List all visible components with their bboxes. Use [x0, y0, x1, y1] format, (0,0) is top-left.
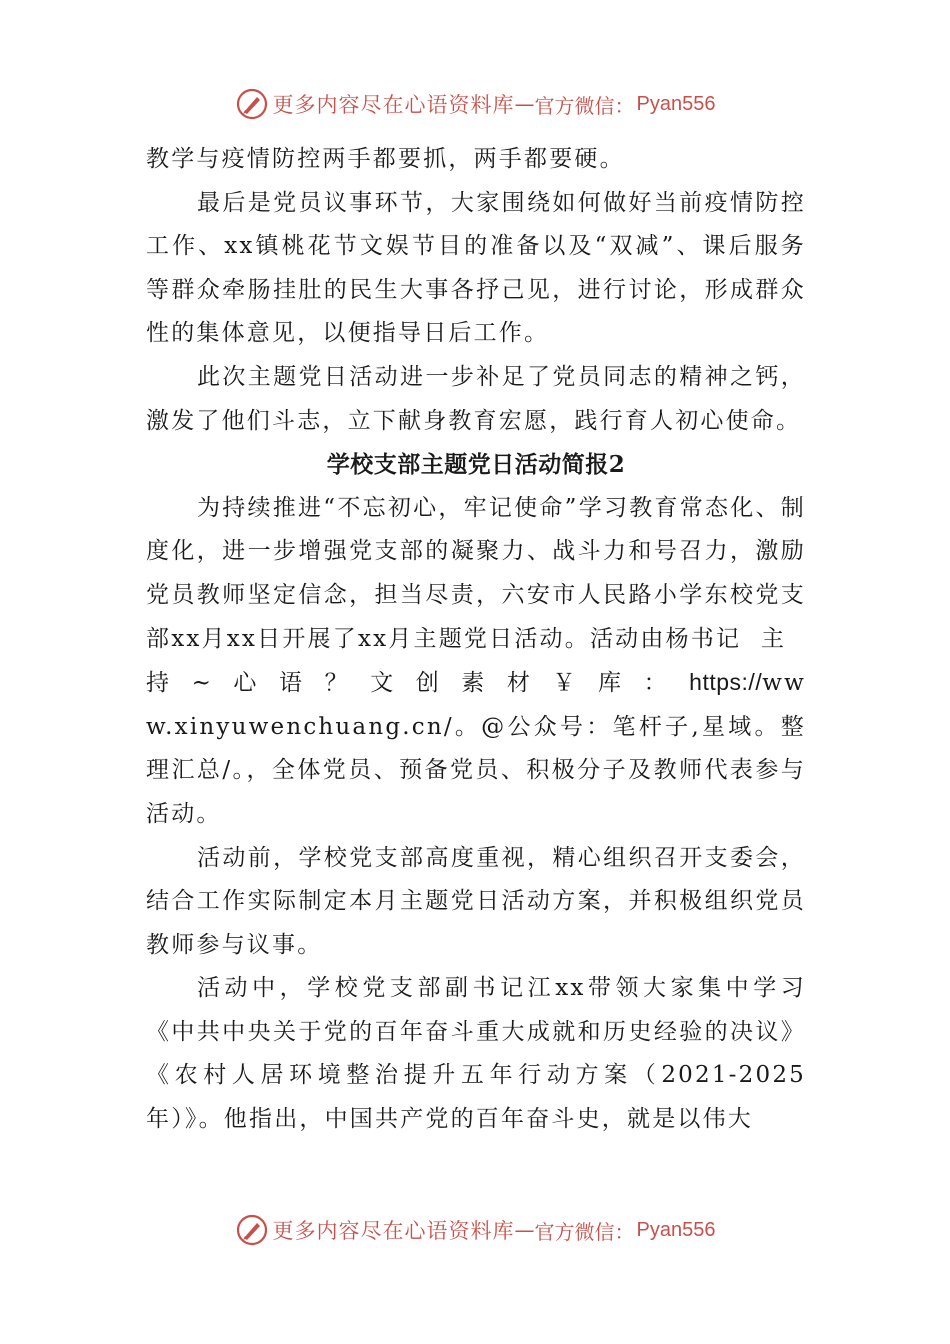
banner-wechat-label: 官方微信：: [534, 1219, 635, 1244]
paragraph-intro-tail: www.xinyuwenchuang.cn/。@公众号：笔杆子,星域。整理汇总/。，全体党员、预备党员、积极分子及教师代表参与活动。: [146, 670, 806, 827]
banner-wechat-label: 官方微信：: [534, 93, 635, 118]
document-body: [146, 138, 806, 1142]
pen-logo-icon: [235, 87, 269, 121]
section-title: 学校支部主题党日活动简报2: [326, 451, 626, 479]
banner-text: 更多内容尽在心语资料库: [272, 93, 515, 117]
paragraph-party-discussion: 最后是党员议事环节，大家围绕如何做好当前疫情防控工作、xx镇桃花节文娱节目的准备以及“双减”、课后服务等群众牵肠挂肚的民生大事各抒己见，进行讨论，形成群众性的集体意见，以便指导日后工作。: [146, 189, 806, 347]
paragraph-continued: 教学与疫情防控两手都要抓，两手都要硬。: [146, 146, 625, 172]
pen-logo-icon: [235, 1213, 269, 1247]
banner-dash: —: [514, 1218, 535, 1242]
paragraph-intro: [146, 487, 806, 837]
paragraph-before-activity: 活动前，学校党支部高度重视，精心组织召开支委会，结合工作实际制定本月主题党日活动方案，并积极组织党员教师参与议事。: [146, 844, 806, 958]
banner-wechat-id: Pyan556: [636, 92, 716, 115]
paragraph-intro-text: 为持续推进“不忘初心，牢记使命”学习教育常态化、制度化，进一步增强党支部的凝聚力、战斗力和号召力，激励党员教师坚定信念，担当尽责，六安市人民路小学东校党支部xx月xx日开展了xx月主题党日活动。活动由杨书: [146, 494, 806, 652]
paragraph-intro-host: 记主持~心语？文创素材￥库：: [146, 625, 807, 697]
paragraph-conclusion: 此次主题党日活动进一步补足了党员同志的精神之钙，激发了他们斗志，立下献身教育宏愿，践行育人初心使命。: [146, 363, 806, 434]
paragraph-during-activity: 活动中，学校党支部副书记江xx带领大家集中学习《中共中央关于党的百年奋斗重大成就和历史经验的决议》《农村人居环境整治提升五年行动方案（2021-2025年）》。他指出，中国共产党的百年奋斗史，就是以伟大: [146, 975, 806, 1133]
paragraph-intro-url-prefix: https://: [689, 669, 763, 696]
banner-dash: —: [514, 92, 535, 116]
header-watermark-banner: [0, 84, 950, 124]
banner-text: 更多内容尽在心语资料库: [272, 1219, 515, 1243]
footer-watermark-banner: [0, 1210, 950, 1250]
banner-wechat-id: Pyan556: [636, 1218, 716, 1241]
